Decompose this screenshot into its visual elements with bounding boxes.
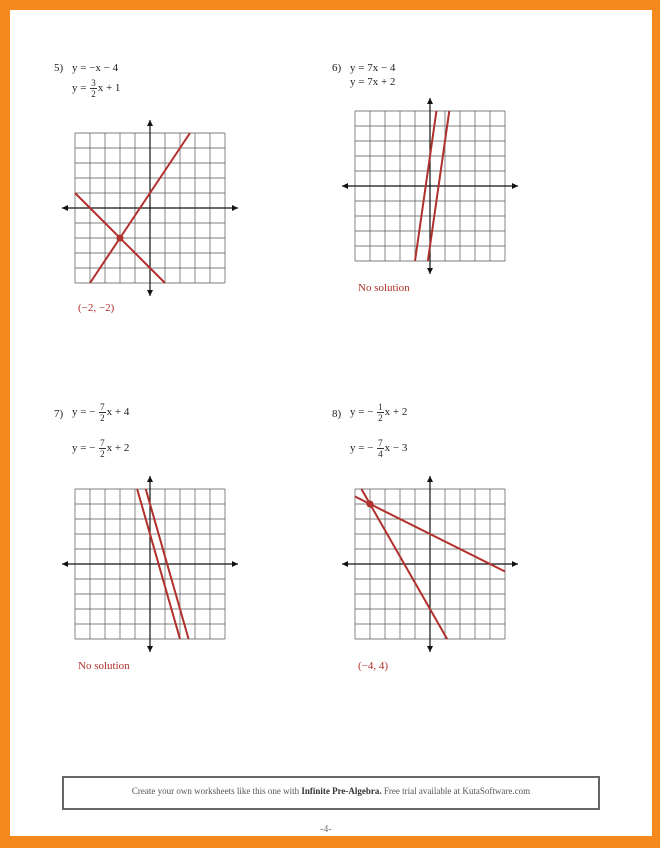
intersection-point bbox=[367, 501, 374, 508]
problem-7-answer: No solution bbox=[78, 660, 130, 672]
page-number: -4- bbox=[320, 824, 332, 835]
problem-6-number: 6) bbox=[332, 62, 342, 74]
kuta-footer-banner bbox=[62, 776, 600, 810]
y-axis-arrow-top bbox=[147, 120, 153, 126]
problem-7-number: 7) bbox=[54, 408, 64, 420]
y-axis-arrow-top bbox=[147, 476, 153, 482]
problem-6-equation-2 bbox=[350, 76, 395, 88]
eq-fraction bbox=[377, 438, 384, 459]
problem-6-equation-1 bbox=[350, 62, 395, 74]
frac-numerator: 7 bbox=[378, 438, 383, 448]
problem-8-equation-1 bbox=[350, 402, 407, 423]
y-axis-arrow-bottom bbox=[147, 290, 153, 296]
eq-lhs: y = bbox=[72, 62, 87, 74]
x-axis-arrow-left bbox=[342, 561, 348, 567]
worksheet-page bbox=[10, 10, 652, 836]
problem-8-equation-2 bbox=[350, 438, 407, 459]
x-axis-arrow-right bbox=[512, 183, 518, 189]
frac-denominator: 2 bbox=[378, 413, 383, 423]
frac-denominator: 4 bbox=[378, 449, 383, 459]
eq-fraction bbox=[377, 402, 384, 423]
problem-6-graph bbox=[342, 98, 518, 274]
x-axis-arrow-left bbox=[62, 561, 68, 567]
problem-6-answer: No solution bbox=[358, 282, 410, 294]
eq-lhs: y = bbox=[350, 76, 365, 88]
eq-fraction bbox=[99, 402, 106, 423]
eq-lhs: y = − bbox=[72, 406, 96, 419]
eq-tail: x + 2 bbox=[384, 406, 408, 419]
eq-lhs: y = − bbox=[350, 442, 374, 455]
frac-numerator: 1 bbox=[378, 402, 383, 412]
footer-text bbox=[64, 786, 598, 796]
eq-lhs: y = − bbox=[350, 406, 374, 419]
eq-fraction bbox=[99, 438, 106, 459]
x-axis-arrow-left bbox=[342, 183, 348, 189]
frac-numerator: 3 bbox=[91, 78, 96, 88]
frac-numerator: 7 bbox=[100, 402, 105, 412]
problem-5-equation-1 bbox=[72, 62, 118, 74]
y-axis-arrow-bottom bbox=[427, 646, 433, 652]
eq-expr: 7x − 4 bbox=[367, 62, 396, 74]
frac-denominator: 2 bbox=[100, 413, 105, 423]
frac-denominator: 2 bbox=[91, 89, 96, 99]
x-axis-arrow-right bbox=[232, 205, 238, 211]
problem-5-number: 5) bbox=[54, 62, 64, 74]
intersection-point bbox=[117, 235, 124, 242]
problem-5-answer: (−2, −2) bbox=[78, 302, 115, 314]
eq-lhs: y = − bbox=[72, 442, 96, 455]
frac-denominator: 2 bbox=[100, 449, 105, 459]
x-axis-arrow-right bbox=[232, 561, 238, 567]
problem-7-graph bbox=[62, 476, 238, 652]
eq-tail: x + 2 bbox=[106, 442, 130, 455]
problem-7-equation-1 bbox=[72, 402, 129, 423]
eq-lhs: y = bbox=[72, 82, 87, 95]
footer-pre: Create your own worksheets like this one with bbox=[131, 786, 300, 796]
eq-tail: x − 3 bbox=[384, 442, 408, 455]
frac-numerator: 7 bbox=[100, 438, 105, 448]
y-axis-arrow-bottom bbox=[147, 646, 153, 652]
y-axis-arrow-top bbox=[427, 476, 433, 482]
eq-fraction bbox=[90, 78, 97, 99]
problem-5-graph bbox=[62, 120, 238, 296]
eq-expr: 7x + 2 bbox=[367, 76, 396, 88]
y-axis-arrow-top bbox=[427, 98, 433, 104]
eq-tail: x + 1 bbox=[97, 82, 121, 95]
footer-post: Free trial available at KutaSoftware.com bbox=[383, 786, 531, 796]
footer-brand: Infinite Pre-Algebra. bbox=[301, 786, 382, 796]
x-axis-arrow-left bbox=[62, 205, 68, 211]
problem-5-equation-2 bbox=[72, 78, 120, 99]
problem-8-answer: (−4, 4) bbox=[358, 660, 389, 672]
x-axis-arrow-right bbox=[512, 561, 518, 567]
problem-7-equation-2 bbox=[72, 438, 129, 459]
eq-tail: x + 4 bbox=[106, 406, 130, 419]
problem-8-graph bbox=[342, 476, 518, 652]
problem-8-number: 8) bbox=[332, 408, 342, 420]
eq-lhs: y = bbox=[350, 62, 365, 74]
eq-expr: −x − 4 bbox=[89, 62, 119, 74]
y-axis-arrow-bottom bbox=[427, 268, 433, 274]
